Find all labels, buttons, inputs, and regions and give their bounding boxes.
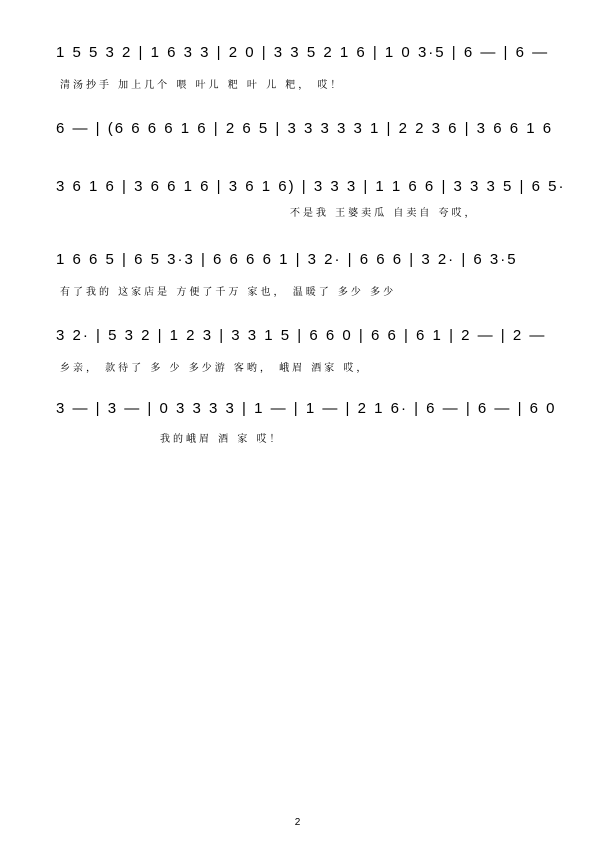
notation-row: 3 6 1 6 | 3 6 6 1 6 | 3 6 1 6) | 3 3 3 | 1 1 6 6 | 3 3 3 5 | 6 5· xyxy=(56,178,566,195)
lyrics-row: 有了我的 这家店是 方便了千万 家也， 温暖了 多少 多少 xyxy=(60,287,397,298)
lyrics-row: 乡亲， 款待了 多 少 多少游 客哟， 峨眉 酒家 哎， xyxy=(60,363,370,374)
notation-row: 3 2· | 5 3 2 | 1 2 3 | 3 3 1 5 | 6 6 0 | 6 6 | 6 1 | 2 — | 2 — xyxy=(56,327,547,344)
lyrics-row: 我的峨眉 酒 家 哎！ xyxy=(160,434,283,445)
page-number: 2 xyxy=(294,817,301,828)
notation-row: 1 5 5 3 2 | 1 6 3 3 | 2 0 | 3 3 5 2 1 6 | 1 0 3·5 | 6 — | 6 — xyxy=(56,44,550,61)
notation-row: 1 6 6 5 | 6 5 3·3 | 6 6 6 6 1 | 3 2· | 6 6 6 | 3 2· | 6 3·5 xyxy=(56,251,518,268)
lyrics-row: 清汤抄手 加上几个 喂 叶儿 粑 叶 儿 粑， 哎！ xyxy=(60,80,344,91)
notation-row: 6 — | (6 6 6 6 1 6 | 2 6 5 | 3 3 3 3 3 1 | 2 2 3 6 | 3 6 6 1 6 xyxy=(56,120,554,137)
notation-row: 3 — | 3 — | 0 3 3 3 3 | 1 — | 1 — | 2 1 6· | 6 — | 6 — | 6 0 xyxy=(56,400,557,417)
lyrics-row: 不是我 王婆卖瓜 自卖自 夸哎， xyxy=(290,208,478,219)
